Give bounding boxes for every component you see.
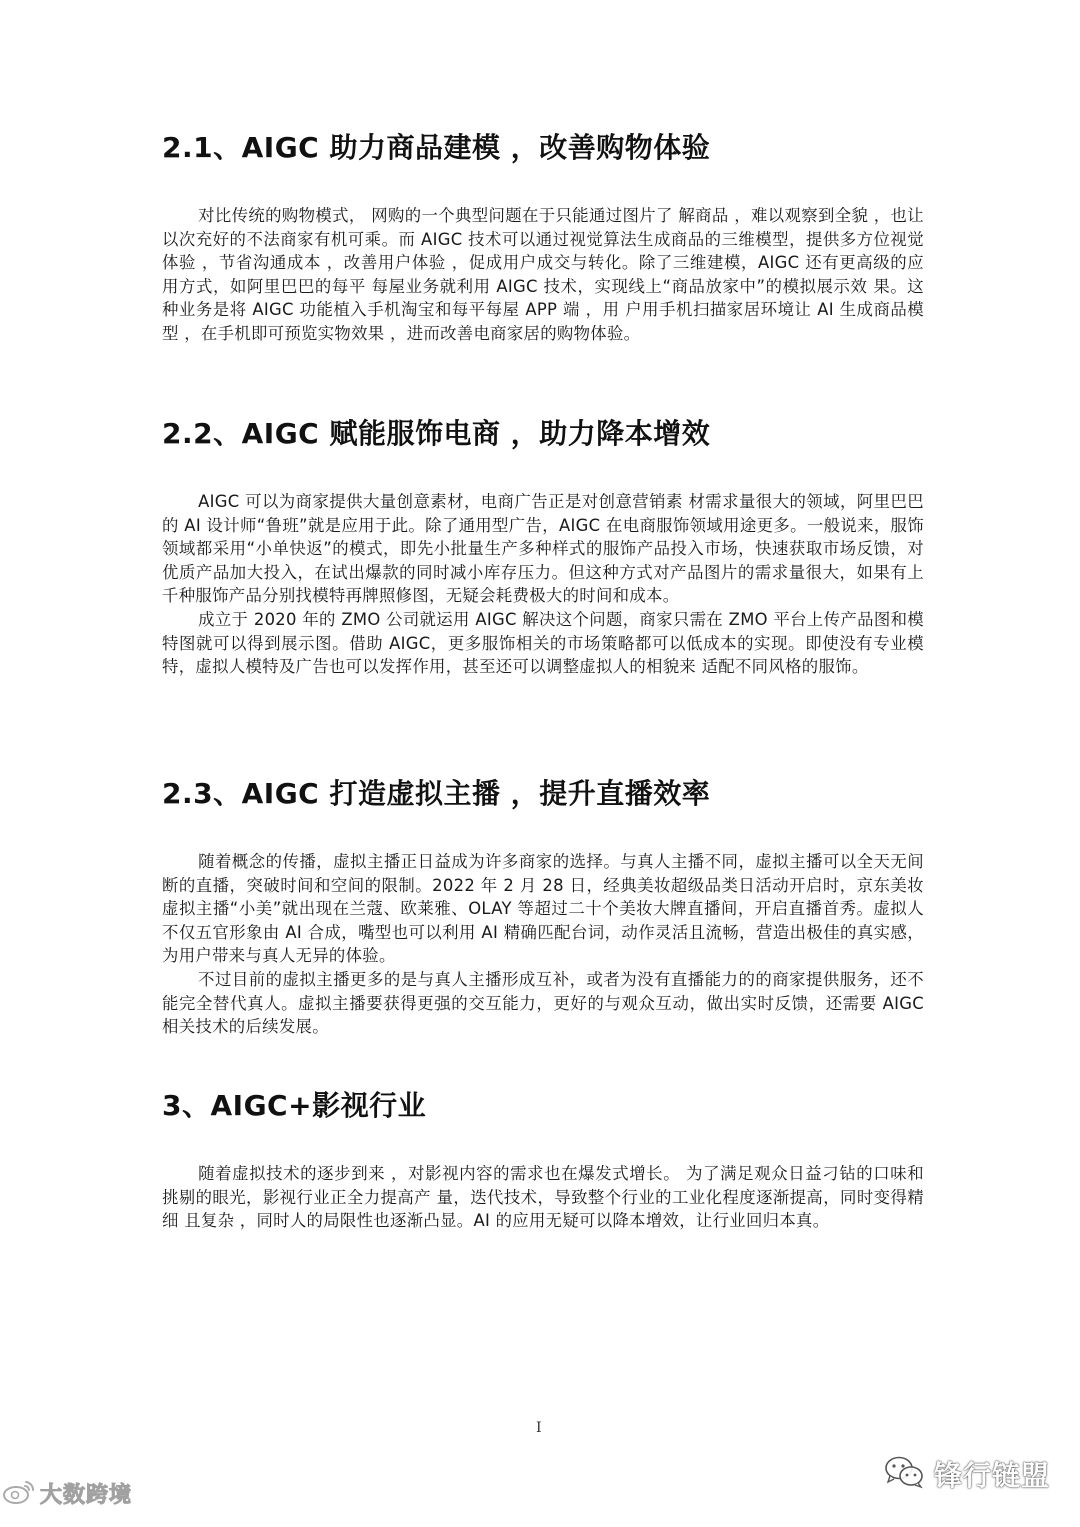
paragraph: 随着虚拟技术的逐步到来 ，对影视内容的需求也在爆发式增长。 为了满足观众日益刁钻的口味和挑剔的眼光，影视行业正全力提高产 量，迭代技术，导致整个行业的工业化程度逐渐提高，同时变得精细 且复杂 ，同时人的局限性也逐渐凸显。AI 的应用无疑可以降本增效，让行业回归本真。 [162,1164,924,1231]
section-heading: 2.3、AIGC 打造虚拟主播 ，提升直播效率 [162,777,711,810]
section-heading: 2.2、AIGC 赋能服饰电商 ，助力降本增效 [162,417,711,450]
section-heading: 2.1、AIGC 助力商品建模 ，改善购物体验 [162,131,711,164]
weibo-icon [2,1479,36,1509]
watermark-left-text: 大数跨境 [40,1483,133,1508]
section-3 [162,1086,924,1233]
section-heading: 3、AIGC+影视行业 [162,1089,427,1122]
watermark-right [884,1454,1050,1494]
section-2-3 [162,774,924,1039]
watermark-right-text: 锋行链盟 [933,1459,1050,1492]
section-body [162,204,924,346]
paragraph: AIGC 可以为商家提供大量创意素材，电商广告正是对创意营销素 材需求量很大的领域，阿里巴巴的 AI 设计师“鲁班”就是应用于此。除了通用型广告，AIGC 在电商服饰领域用途更多。一般说来，服饰领域都采用“小单快返”的模式，即先小批量生产多种样式的服饰产品投入市场，快速获取市场反馈，对优质产品加大投入，在试出爆款的同时减小库存压力。但这种方式对产品图片的需求量很大，如果有上千种服饰产品分别找模特再牌照修图，无疑会耗费极大的时间和成本。 [162,492,924,606]
section-2-1 [162,128,924,346]
wechat-icon [884,1455,924,1493]
paragraph: 对比传统的购物模式， 网购的一个典型问题在于只能通过图片了 解商品 ，难以观察到全貌 ，也让以次充好的不法商家有机可乘。而 AIGC 技术可以通过视觉算法生成商品的三维模型，提供多方位视觉 体验 ，节省沟通成本 ，改善用户体验 ，促成用户成交与转化。除了三维建模，AIGC 还有更高级的应用方式，如阿里巴巴的每平 每屋业务就利用 AIGC 技术，实现线上“商品放家中”的模拟展示效 果。这种业务是将 AIGC 功能植入手机淘宝和每平每屋 APP 端 ，用 户用手机扫描家居环境让 AI 生成商品模型 ，在手机即可预览实物效果 ，进而改善电商家居的购物体验。 [162,206,924,343]
paragraph: 成立于 2020 年的 ZMO 公司就运用 AIGC 解决这个问题，商家只需在 ZMO 平台上传产品图和模特图就可以得到展示图。借助 AIGC，更多服饰相关的市场策略都可以低成本的实现。即使没有专业模特，虚拟人模特及广告也可以发挥作用，甚至还可以调整虚拟人的相貌来 适配不同风格的服饰。 [162,609,924,677]
section-body [162,850,924,1039]
section-2-2 [162,414,924,679]
paragraph: 不过目前的虚拟主播更多的是与真人主播形成互补，或者为没有直播能力的的商家提供服务，还不能完全替代真人。虚拟主播要获得更强的交互能力，更好的与观众互动，做出实时反馈，还需要 AIGC 相关技术的后续发展。 [162,969,924,1037]
section-body [162,1162,924,1233]
watermark-left [2,1478,132,1509]
section-body [162,490,924,679]
page-number: I [536,1420,542,1436]
paragraph: 随着概念的传播，虚拟主播正日益成为许多商家的选择。与真人主播不同，虚拟主播可以全天无间断的直播，突破时间和空间的限制。2022 年 2 月 28 日，经典美妆超级品类日活动开启时，京东美妆虚拟主播“小美”就出现在兰蔻、欧莱雅、OLAY 等超过二十个美妆大牌直播间，开启直播首秀。虚拟人不仅五官形象由 AI 合成，嘴型也可以利用 AI 精确匹配台词，动作灵活且流畅，营造出极佳的真实感，为用户带来与真人无异的体验。 [162,852,924,966]
